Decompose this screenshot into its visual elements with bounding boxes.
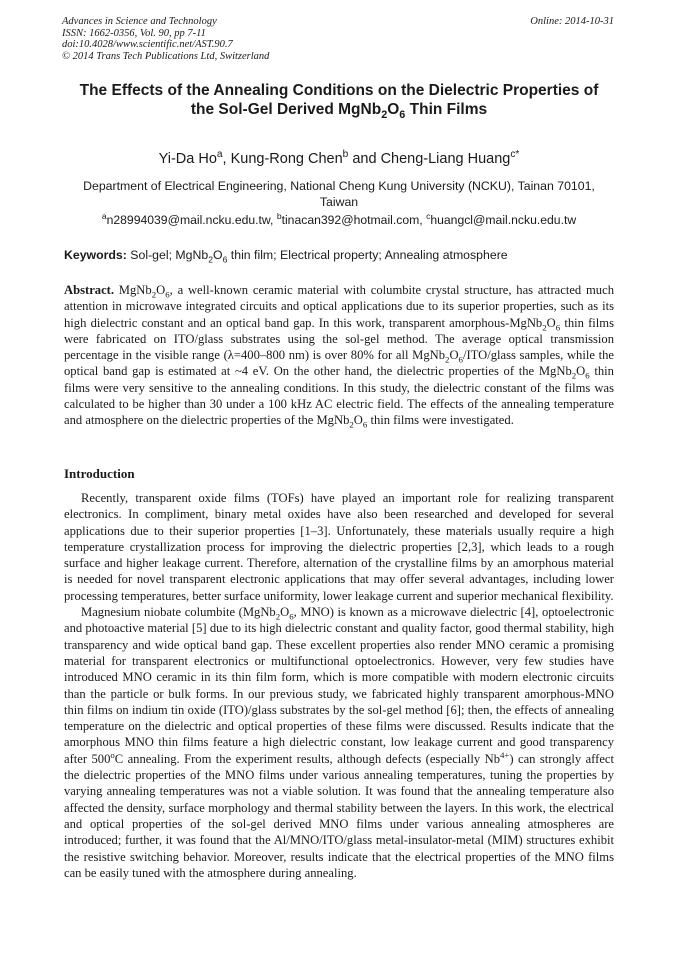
author-affiliation-mark: c* xyxy=(510,149,520,161)
formula-subscript: 6 xyxy=(165,289,170,300)
formula-subscript: 2 xyxy=(151,289,157,300)
title-subscript: 2 xyxy=(381,109,388,122)
abstract-text: O xyxy=(546,315,556,330)
keywords-text: thin film; Electrical property; Annealing atmosphere xyxy=(227,248,508,262)
abstract-text: /ITO/glass samples, while the optical band gap is estimated at ~4 eV. On the other hand, the dielectric properties of the MgNb xyxy=(64,348,614,379)
formula-subscript: 6 xyxy=(458,354,463,365)
introduction-body xyxy=(64,490,614,881)
online-date: Online: 2014-10-31 xyxy=(530,16,614,27)
title-line-2 xyxy=(50,100,628,122)
formula-subscript: 2 xyxy=(445,354,450,365)
formula-subscript: 2 xyxy=(275,611,281,622)
formula-subscript: 6 xyxy=(362,419,368,430)
abstract-text: O xyxy=(449,348,459,363)
degree-superscript: o xyxy=(110,749,115,760)
abstract-text: O xyxy=(353,413,363,428)
paragraph-text: Magnesium niobate columbite (MgNb xyxy=(81,605,276,620)
formula-subscript: 6 xyxy=(555,322,561,333)
abstract-text: O xyxy=(156,283,166,297)
journal-name: Advances in Science and Technology xyxy=(62,16,217,27)
ion-superscript: 4+ xyxy=(500,749,510,760)
author-list xyxy=(40,150,638,168)
formula-subscript: 2 xyxy=(571,371,577,381)
affiliation-line: Taiwan xyxy=(319,195,359,209)
issn-line: ISSN: 1662-0356, Vol. 90, pp 7-11 xyxy=(62,27,206,39)
keywords-subscript: 6 xyxy=(222,254,228,265)
section-heading-introduction: Introduction xyxy=(64,466,135,481)
affiliation-line: Department of Electrical Engineering, National Cheng Kung University (NCKU), Tainan 70101, xyxy=(83,179,595,193)
abstract-text: O xyxy=(576,364,586,379)
paragraph-text: C annealing. From the experiment results, although defects (especially Nb xyxy=(114,751,500,766)
author-emails xyxy=(40,212,638,228)
title-line-1: The Effects of the Annealing Conditions on the Dielectric Properties of xyxy=(79,82,599,99)
formula-subscript: 2 xyxy=(349,419,354,430)
keywords xyxy=(64,247,614,263)
email-link[interactable]: tinacan392@hotmail.com, xyxy=(281,213,427,227)
journal-header xyxy=(62,16,269,62)
formula-subscript: 6 xyxy=(585,371,590,381)
author-name: Yi-Da Ho xyxy=(158,151,217,167)
copyright-line: © 2014 Trans Tech Publications Ltd, Switzerland xyxy=(62,50,270,62)
abstract-text: , a well-known ceramic material with columbite crystal structure, has attracted much attention in microwave integrated circuits and optical applications due to its superior properties, such as its high dielectric constant and an optical band gap. In this work, transparent amorphous-MgNb xyxy=(64,283,614,330)
title-text: Thin Films xyxy=(405,101,488,118)
doi-link[interactable]: doi:10.4028/www.scientific.net/AST.90.7 xyxy=(62,39,233,50)
title-subscript: 6 xyxy=(399,109,406,122)
keywords-text: O xyxy=(213,248,223,262)
formula-subscript: 6 xyxy=(289,611,294,622)
email-mark: a xyxy=(101,210,107,221)
abstract xyxy=(64,282,614,429)
title-text: O xyxy=(387,101,400,118)
abstract-text: MgNb xyxy=(114,283,152,297)
author-name: Cheng-Liang Huang xyxy=(380,151,511,167)
keywords-text: Sol-gel; MgNb xyxy=(126,248,209,262)
author-separator: , xyxy=(222,151,231,167)
affiliation xyxy=(62,178,616,210)
abstract-text: thin films were very sensitive to the annealing conditions. In this study, the dielectric constant of the films was calculated to be higher than 30 under a 100 kHz AC electric field. The effects of the annealing temperature and atmosphere on the dielectric properties of the MgNb xyxy=(64,364,614,428)
author-affiliation-mark: b xyxy=(342,149,349,161)
paragraph xyxy=(64,604,614,881)
author-affiliation-mark: a xyxy=(216,149,223,161)
abstract-label: Abstract. xyxy=(64,283,115,297)
paragraph: Recently, transparent oxide films (TOFs) have played an important role for realizing transparent electronics. In compliment, binary metal oxides have also been researched and developed for several applications due to their superior properties [1–3]. Unfortunately, these materials usually require a high temperature crystallization process for improving the dielectric properties [2,3], which leads to a rough surface and higher leakage current. Therefore, alternation of the crystalline films by an amorphous material is needed for novel transparent electronic applications that may offer several advantages, including lower processing temperatures, better surface uniformity, lower leakage current and superior mechanical flexibility. xyxy=(64,491,614,603)
paragraph-text: ) can strongly affect the dielectric properties of the MNO films under various annealing temperatures, tuning the properties by varying annealing temperatures was not a viable solution. It was found that the annealing temperature also affected the density, surface morphology and thermal stability between the layers. In this work, the electrical and optical properties of the sol-gel derived MNO films under various annealing atmospheres are introduced; further, it was found that the Al/MNO/ITO/glass metal-insulator-metal (MIM) structures exhibit the resistive switching behavior. Moreover, results indicate that the electrical properties of the MNO films can be easily tuned with the atmosphere during annealing. xyxy=(64,751,615,880)
paper-title xyxy=(50,81,628,122)
author-separator: and xyxy=(348,151,381,167)
email-mark: b xyxy=(276,210,282,221)
paragraph-text: O xyxy=(280,605,290,620)
abstract-text: thin films were investigated. xyxy=(367,413,514,428)
keywords-subscript: 2 xyxy=(208,254,214,265)
abstract-text: thin films were fabricated on ITO/glass substrates using the sol-gel method. The average optical transmission percentage in the visible range (λ=400–800 nm) is over 80% for all MgNb xyxy=(64,315,614,363)
paragraph-text: , MNO) is known as a microwave dielectric [4], optoelectronic and photoactive material [5] due to its high dielectric constant and quality factor, good thermal stability, high transparency and wide optical band gap. These excellent properties also render MNO ceramic a promising material for transparent electronics or multifunctional optoelectronics. However, very few studies have introduced MNO ceramic in its thin film form, which is more compatible with modern electronic circuits than the particle or bulk forms. In our previous study, we fabricated highly transparent amorphous-MNO thin films on indium tin oxide (ITO)/glass substrates by the sol-gel method [6]; then, the effects of annealing temperature on the dielectric and optical properties of these films were discussed. Results indicate that the amorphous MNO thin films feature a high dielectric constant, low leakage current and good transparency after 500 xyxy=(64,605,614,766)
email-link[interactable]: huangcl@mail.ncku.edu.tw xyxy=(430,213,577,227)
keywords-label: Keywords: xyxy=(64,248,127,262)
author-name: Kung-Rong Chen xyxy=(230,151,343,167)
title-text: the Sol-Gel Derived MgNb xyxy=(190,101,382,118)
formula-subscript: 2 xyxy=(542,322,547,333)
email-link[interactable]: n28994039@mail.ncku.edu.tw, xyxy=(106,213,277,227)
email-mark: c xyxy=(426,210,431,221)
